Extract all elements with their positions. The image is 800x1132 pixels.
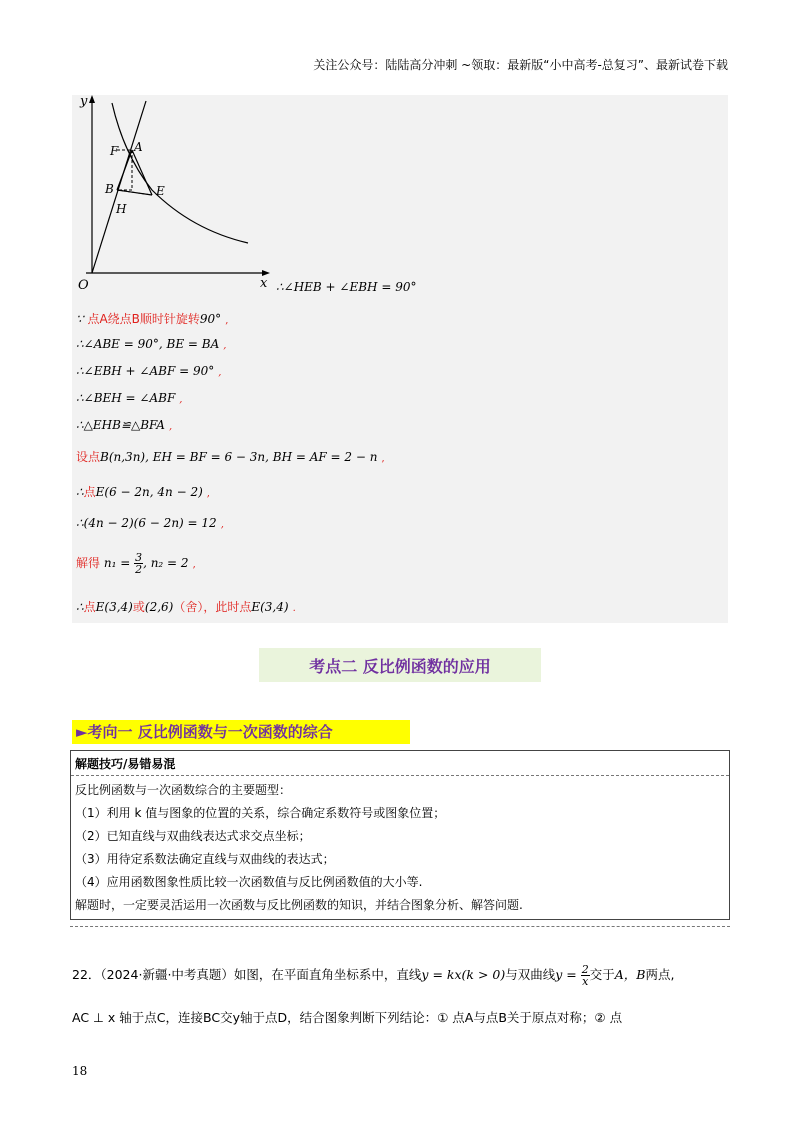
point-e-label: E	[156, 184, 165, 198]
page-header: 关注公众号：陆陆高分冲刺 ~领取：最新版“小中高考-总复习”、最新试卷下载	[313, 58, 728, 72]
solution-line-8: ∴(4n − 2)(6 − 2n) = 12 ,	[76, 516, 224, 530]
topic-title: 考点二 反比例函数的应用	[259, 648, 541, 682]
page-number: 18	[72, 1064, 88, 1078]
solution-line-10: ∴点E(3,4)或(2,6)（舍），此时点E(3,4) .	[76, 600, 296, 614]
tip-item: 解题时，一定要灵活运用一次函数与反比例函数的知识，并结合图象分析、解答问题.	[75, 898, 523, 912]
solution-line-2: ∴∠ABE = 90°, BE = BA ,	[76, 337, 227, 351]
solution-line-4: ∴∠BEH = ∠ABF ,	[76, 391, 183, 405]
solution-line-9: 解得 n₁ = $\frac{3}{2}$ , n₂ = 2 ,	[76, 551, 196, 576]
tip-item: 反比例函数与一次函数综合的主要题型：	[75, 783, 292, 797]
point-f-label: F	[110, 144, 119, 158]
tip-item: （1）利用 k 值与图象的位置的关系，综合确定系数符号或图象位置；	[75, 806, 446, 820]
solution-line-6: 设点B(n,3n), EH = BF = 6 − 3n, BH = AF = 2 − n ,	[76, 450, 385, 464]
point-a-label: A	[134, 140, 143, 154]
tip-item: （2）已知直线与双曲线表达式求交点坐标；	[75, 829, 311, 843]
tips-heading: 解题技巧/易错易混	[75, 757, 176, 771]
point-b-label: B	[105, 182, 114, 196]
tip-item: （4）应用函数图象性质比较一次函数值与反比例函数值的大小等.	[75, 875, 423, 889]
solution-line-7: ∴点E(6 − 2n, 4n − 2) ,	[76, 485, 210, 499]
solution-line-5: ∴△EHB≌△BFA ,	[76, 418, 173, 432]
section-divider	[70, 926, 730, 927]
tip-item: （3）用待定系数法确定直线与双曲线的表达式；	[75, 852, 335, 866]
question-22-line-2: AC ⊥ x 轴于点C，连接BC交y轴于点D，结合图象判断下列结论：① 点A与点B关于原点对称；② 点	[72, 1010, 623, 1025]
solution-line-3: ∴∠EBH + ∠ABF = 90° ,	[76, 364, 222, 378]
y-axis-label: y	[80, 95, 88, 109]
tips-box	[70, 750, 730, 920]
point-h-label: H	[116, 202, 127, 216]
solution-line-0: ∴∠HEB + ∠EBH = 90°	[276, 280, 417, 294]
origin-label: O	[78, 278, 89, 293]
x-axis-label: x	[260, 276, 268, 291]
question-22-line-1: 22．（2024·新疆·中考真题）如图，在平面直角坐标系中，直线y = kx(k > 0)与双曲线y = $\frac{2}{x}$ 交于A，B两点,	[72, 963, 675, 988]
coordinate-graph	[72, 95, 272, 295]
subtopic-heading: ►考向一 反比例函数与一次函数的综合	[72, 720, 410, 744]
solution-line-1: ∵ 点A绕点B顺时针旋转90° ,	[76, 312, 229, 326]
